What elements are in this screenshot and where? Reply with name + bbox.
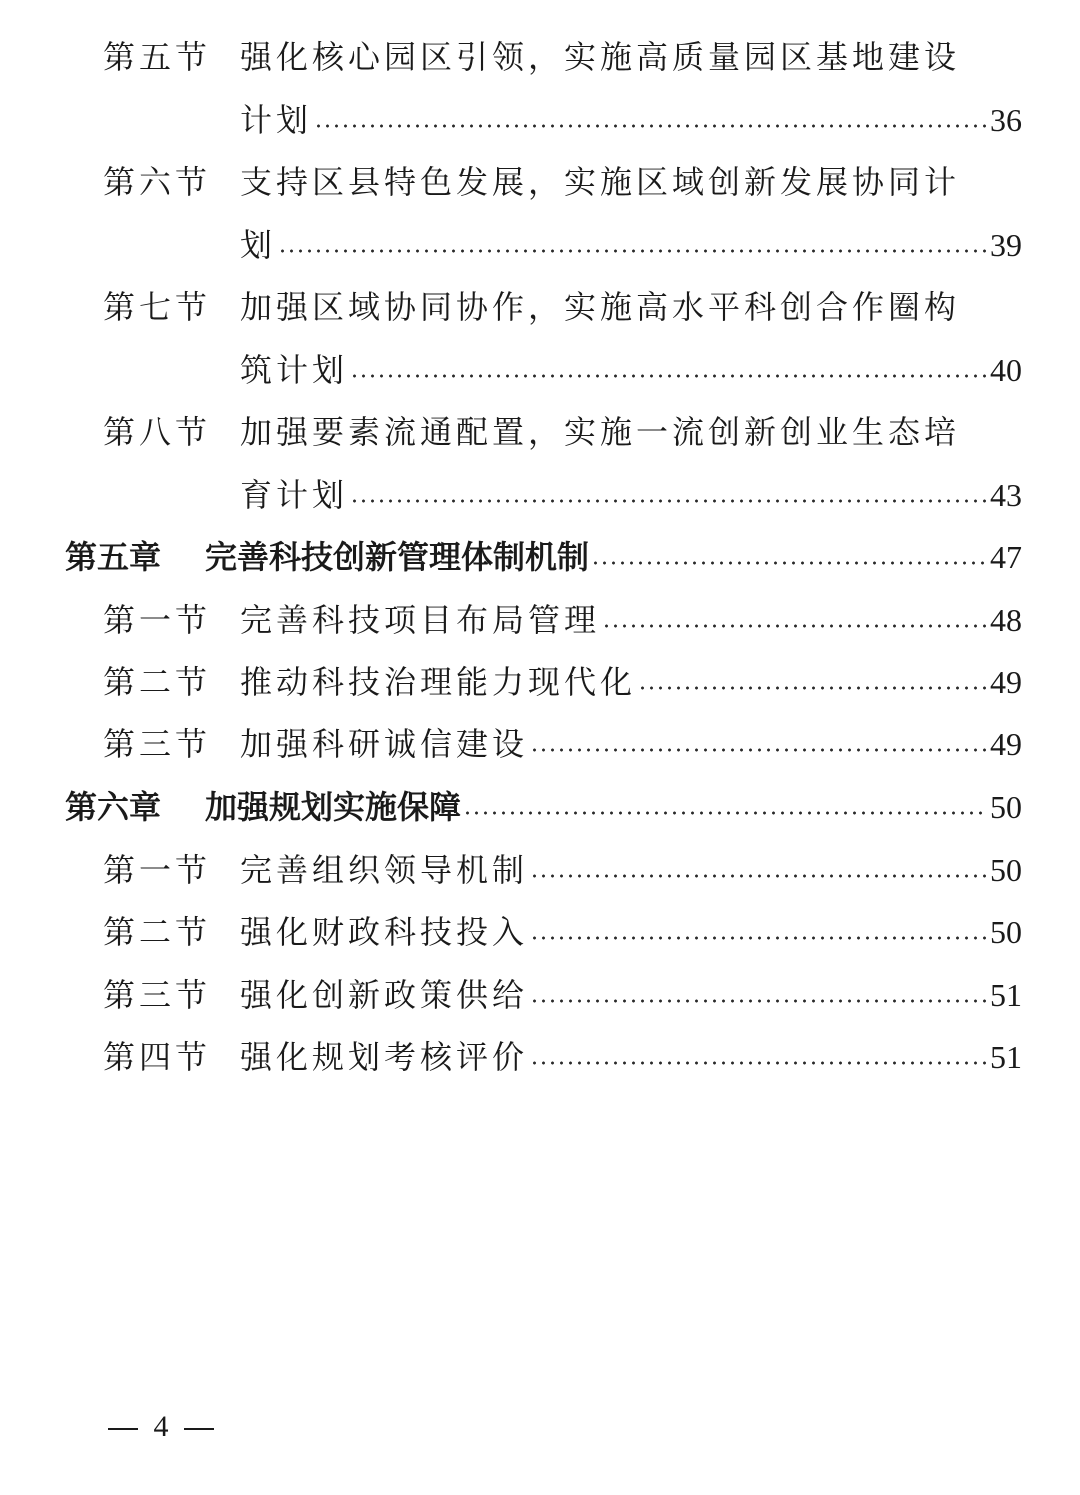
chapter-label: 第六章 (65, 788, 162, 826)
footer-dash-left (108, 1428, 138, 1430)
toc-line (240, 724, 1022, 764)
dot-leader (350, 499, 986, 503)
toc-line (205, 787, 1022, 827)
section-label: 第五节 (103, 38, 212, 76)
toc-line (240, 912, 1022, 952)
section-label: 第四节 (103, 1038, 212, 1076)
section-title-line1: 加强区域协同协作，实施高水平科创合作圈构 (240, 288, 961, 326)
dot-leader (278, 249, 986, 253)
section-label: 第二节 (103, 913, 212, 951)
toc-line (240, 225, 1022, 265)
section-title: 强化财政科技投入 (240, 913, 529, 951)
dot-leader (591, 561, 986, 565)
dot-leader (638, 686, 986, 690)
section-title: 强化规划考核评价 (240, 1038, 529, 1076)
page-number: 51 (990, 977, 1022, 1013)
dot-leader (530, 748, 986, 752)
page-number: 51 (990, 1039, 1022, 1075)
section-label: 第三节 (103, 976, 212, 1014)
section-label: 第三节 (103, 725, 212, 763)
page-number: 47 (990, 539, 1022, 575)
toc-line (240, 600, 1022, 640)
page-number: 48 (990, 602, 1022, 638)
section-title: 加强科研诚信建设 (240, 725, 529, 763)
section-title-line2: 育计划 (240, 476, 349, 514)
page-number: 49 (990, 664, 1022, 700)
dot-leader (602, 624, 986, 628)
section-title-line2: 划 (240, 226, 277, 264)
toc-line (240, 975, 1022, 1015)
page-number: 40 (990, 352, 1022, 388)
dot-leader (314, 124, 986, 128)
section-title-line1: 支持区县特色发展，实施区域创新发展协同计 (240, 163, 961, 201)
dot-leader (530, 936, 986, 940)
toc-line (240, 850, 1022, 890)
dot-leader (530, 999, 986, 1003)
section-label: 第六节 (103, 163, 212, 201)
section-label: 第八节 (103, 413, 212, 451)
section-label: 第七节 (103, 288, 212, 326)
footer-page-number: 4 (153, 1410, 169, 1443)
dot-leader (463, 811, 986, 815)
section-title-line1: 强化核心园区引领，实施高质量园区基地建设 (240, 38, 961, 76)
section-label: 第二节 (103, 663, 212, 701)
page-footer (100, 1410, 222, 1444)
section-title-line2: 计划 (240, 101, 313, 139)
page-number: 50 (990, 914, 1022, 950)
footer-dash-right (184, 1428, 214, 1430)
toc-line (240, 662, 1022, 702)
dot-leader (350, 374, 986, 378)
chapter-label: 第五章 (65, 538, 162, 576)
toc-line (240, 475, 1022, 515)
section-title: 推动科技治理能力现代化 (240, 663, 637, 701)
section-label: 第一节 (103, 601, 212, 639)
dot-leader (530, 1061, 986, 1065)
section-label: 第一节 (103, 851, 212, 889)
page-number: 49 (990, 726, 1022, 762)
chapter-title: 完善科技创新管理体制机制 (205, 538, 590, 576)
toc-line (205, 537, 1022, 577)
toc-line (240, 100, 1022, 140)
page-number: 36 (990, 102, 1022, 138)
toc-line (240, 350, 1022, 390)
page-number: 50 (990, 852, 1022, 888)
page-number: 50 (990, 789, 1022, 825)
section-title: 强化创新政策供给 (240, 976, 529, 1014)
page-number: 39 (990, 227, 1022, 263)
section-title-line1: 加强要素流通配置，实施一流创新创业生态培 (240, 413, 961, 451)
dot-leader (530, 874, 986, 878)
chapter-title: 加强规划实施保障 (205, 788, 462, 826)
toc-line (240, 1037, 1022, 1077)
section-title-line2: 筑计划 (240, 351, 349, 389)
section-title: 完善科技项目布局管理 (240, 601, 601, 639)
section-title: 完善组织领导机制 (240, 851, 529, 889)
page-number: 43 (990, 477, 1022, 513)
